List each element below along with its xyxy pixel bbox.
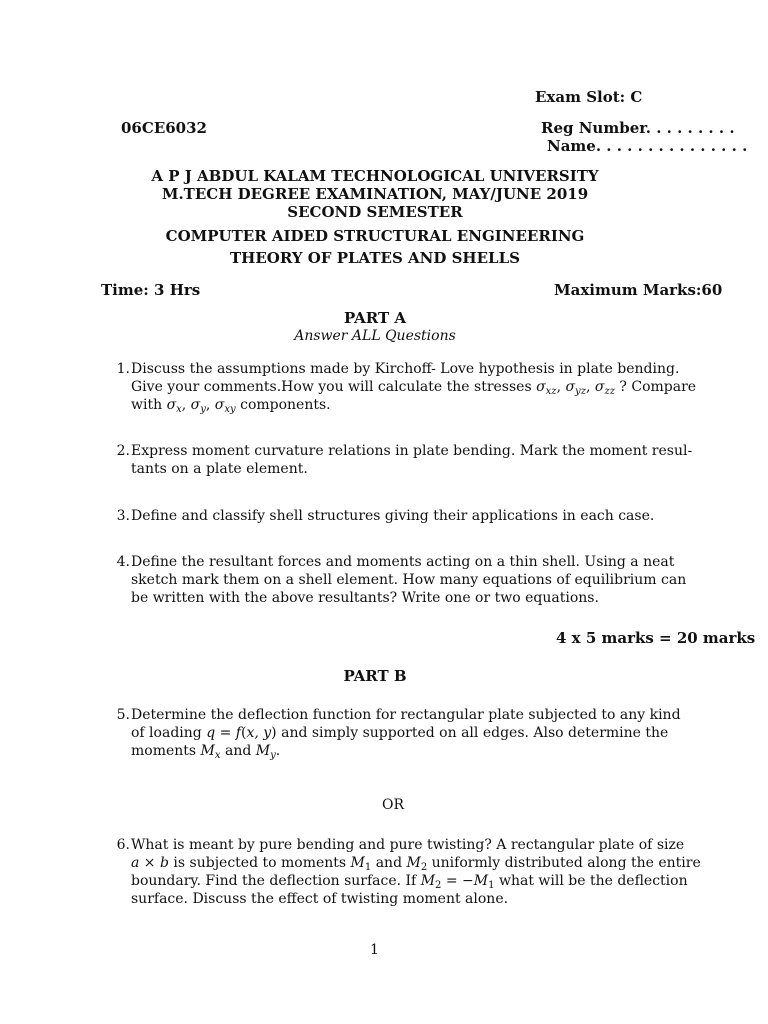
max-marks-label: Maximum Marks:60: [554, 281, 723, 299]
question-number: 6.: [116, 837, 130, 853]
question-text-line: Define and classify shell structures giving their applications in each case.: [131, 508, 655, 524]
question-text-line: tants on a plate element.: [131, 461, 308, 477]
course-code: 06CE6032: [121, 119, 207, 137]
exam-slot: Exam Slot: C: [535, 88, 643, 106]
semester-title: SECOND SEMESTER: [287, 203, 463, 221]
name-field: Name. . . . . . . . . . . . . . .: [547, 137, 748, 155]
question-text-line: of loading q = f(x, y) and simply supported on all edges. Also determine the: [131, 725, 669, 741]
question-text-line: be written with the above resultants? Write one or two equations.: [131, 590, 599, 606]
question-4: [110, 553, 687, 607]
subject-title: THEORY OF PLATES AND SHELLS: [230, 249, 520, 267]
part-a-instruction: Answer ALL Questions: [294, 328, 456, 344]
question-text-line: with $\sigma_x$, $\sigma_y$, $\sigma_{xy}$ components.: [131, 397, 331, 415]
question-2: [110, 442, 693, 478]
question-number: 4.: [116, 554, 130, 570]
exam-title: M.TECH DEGREE EXAMINATION, MAY/JUNE 2019: [161, 185, 589, 203]
university-title: A P J ABDUL KALAM TECHNOLOGICAL UNIVERSITY: [151, 167, 599, 185]
question-text-line: What is meant by pure bending and pure twisting? A rectangular plate of size: [131, 837, 685, 853]
question-5: [110, 706, 681, 761]
question-text-line: Express moment curvature relations in plate bending. Mark the moment resul-: [131, 443, 693, 459]
part-a-title: PART A: [343, 309, 407, 327]
question-6: [110, 836, 701, 908]
question-text-line: Discuss the assumptions made by Kirchoff- Love hypothesis in plate bending.: [131, 361, 680, 377]
question-text-line: Define the resultant forces and moments acting on a thin shell. Using a neat: [131, 554, 675, 570]
reg-number-field: Reg Number. . . . . . . . .: [541, 119, 735, 137]
question-text-line: Determine the deflection function for rectangular plate subjected to any kind: [131, 707, 681, 723]
part-b-title: PART B: [343, 667, 407, 685]
question-text-line: sketch mark them on a shell element. How many equations of equilibrium can: [131, 572, 687, 588]
question-1: [110, 360, 697, 415]
question-text-line: surface. Discuss the effect of twisting moment alone.: [131, 891, 509, 907]
question-text-line: Give your comments.How you will calculate the stresses $\sigma_{xz}$, $\sigma_{yz}$, $\sigma_{zz}$ ? Compare: [131, 379, 697, 397]
question-number: 2.: [116, 443, 130, 459]
question-text-line: boundary. Find the deflection surface. If $M_2 = -M_1$ what will be the deflection: [131, 873, 688, 891]
stream-title: COMPUTER AIDED STRUCTURAL ENGINEERING: [165, 227, 585, 245]
question-text-line: a × b is subjected to moments $M_1$ and $M_2$ uniformly distributed along the entire: [131, 855, 701, 873]
question-number: 1.: [116, 361, 130, 377]
question-number: 5.: [116, 707, 130, 723]
time-label: Time: 3 Hrs: [101, 281, 201, 299]
question-text-line: moments $M_x$ and $M_y$.: [131, 743, 281, 761]
question-3: [110, 507, 658, 525]
or-separator: OR: [382, 797, 405, 813]
page-number: 1: [370, 942, 379, 958]
question-number: 3.: [116, 508, 130, 524]
part-a-marks: 4 x 5 marks = 20 marks: [556, 629, 756, 647]
